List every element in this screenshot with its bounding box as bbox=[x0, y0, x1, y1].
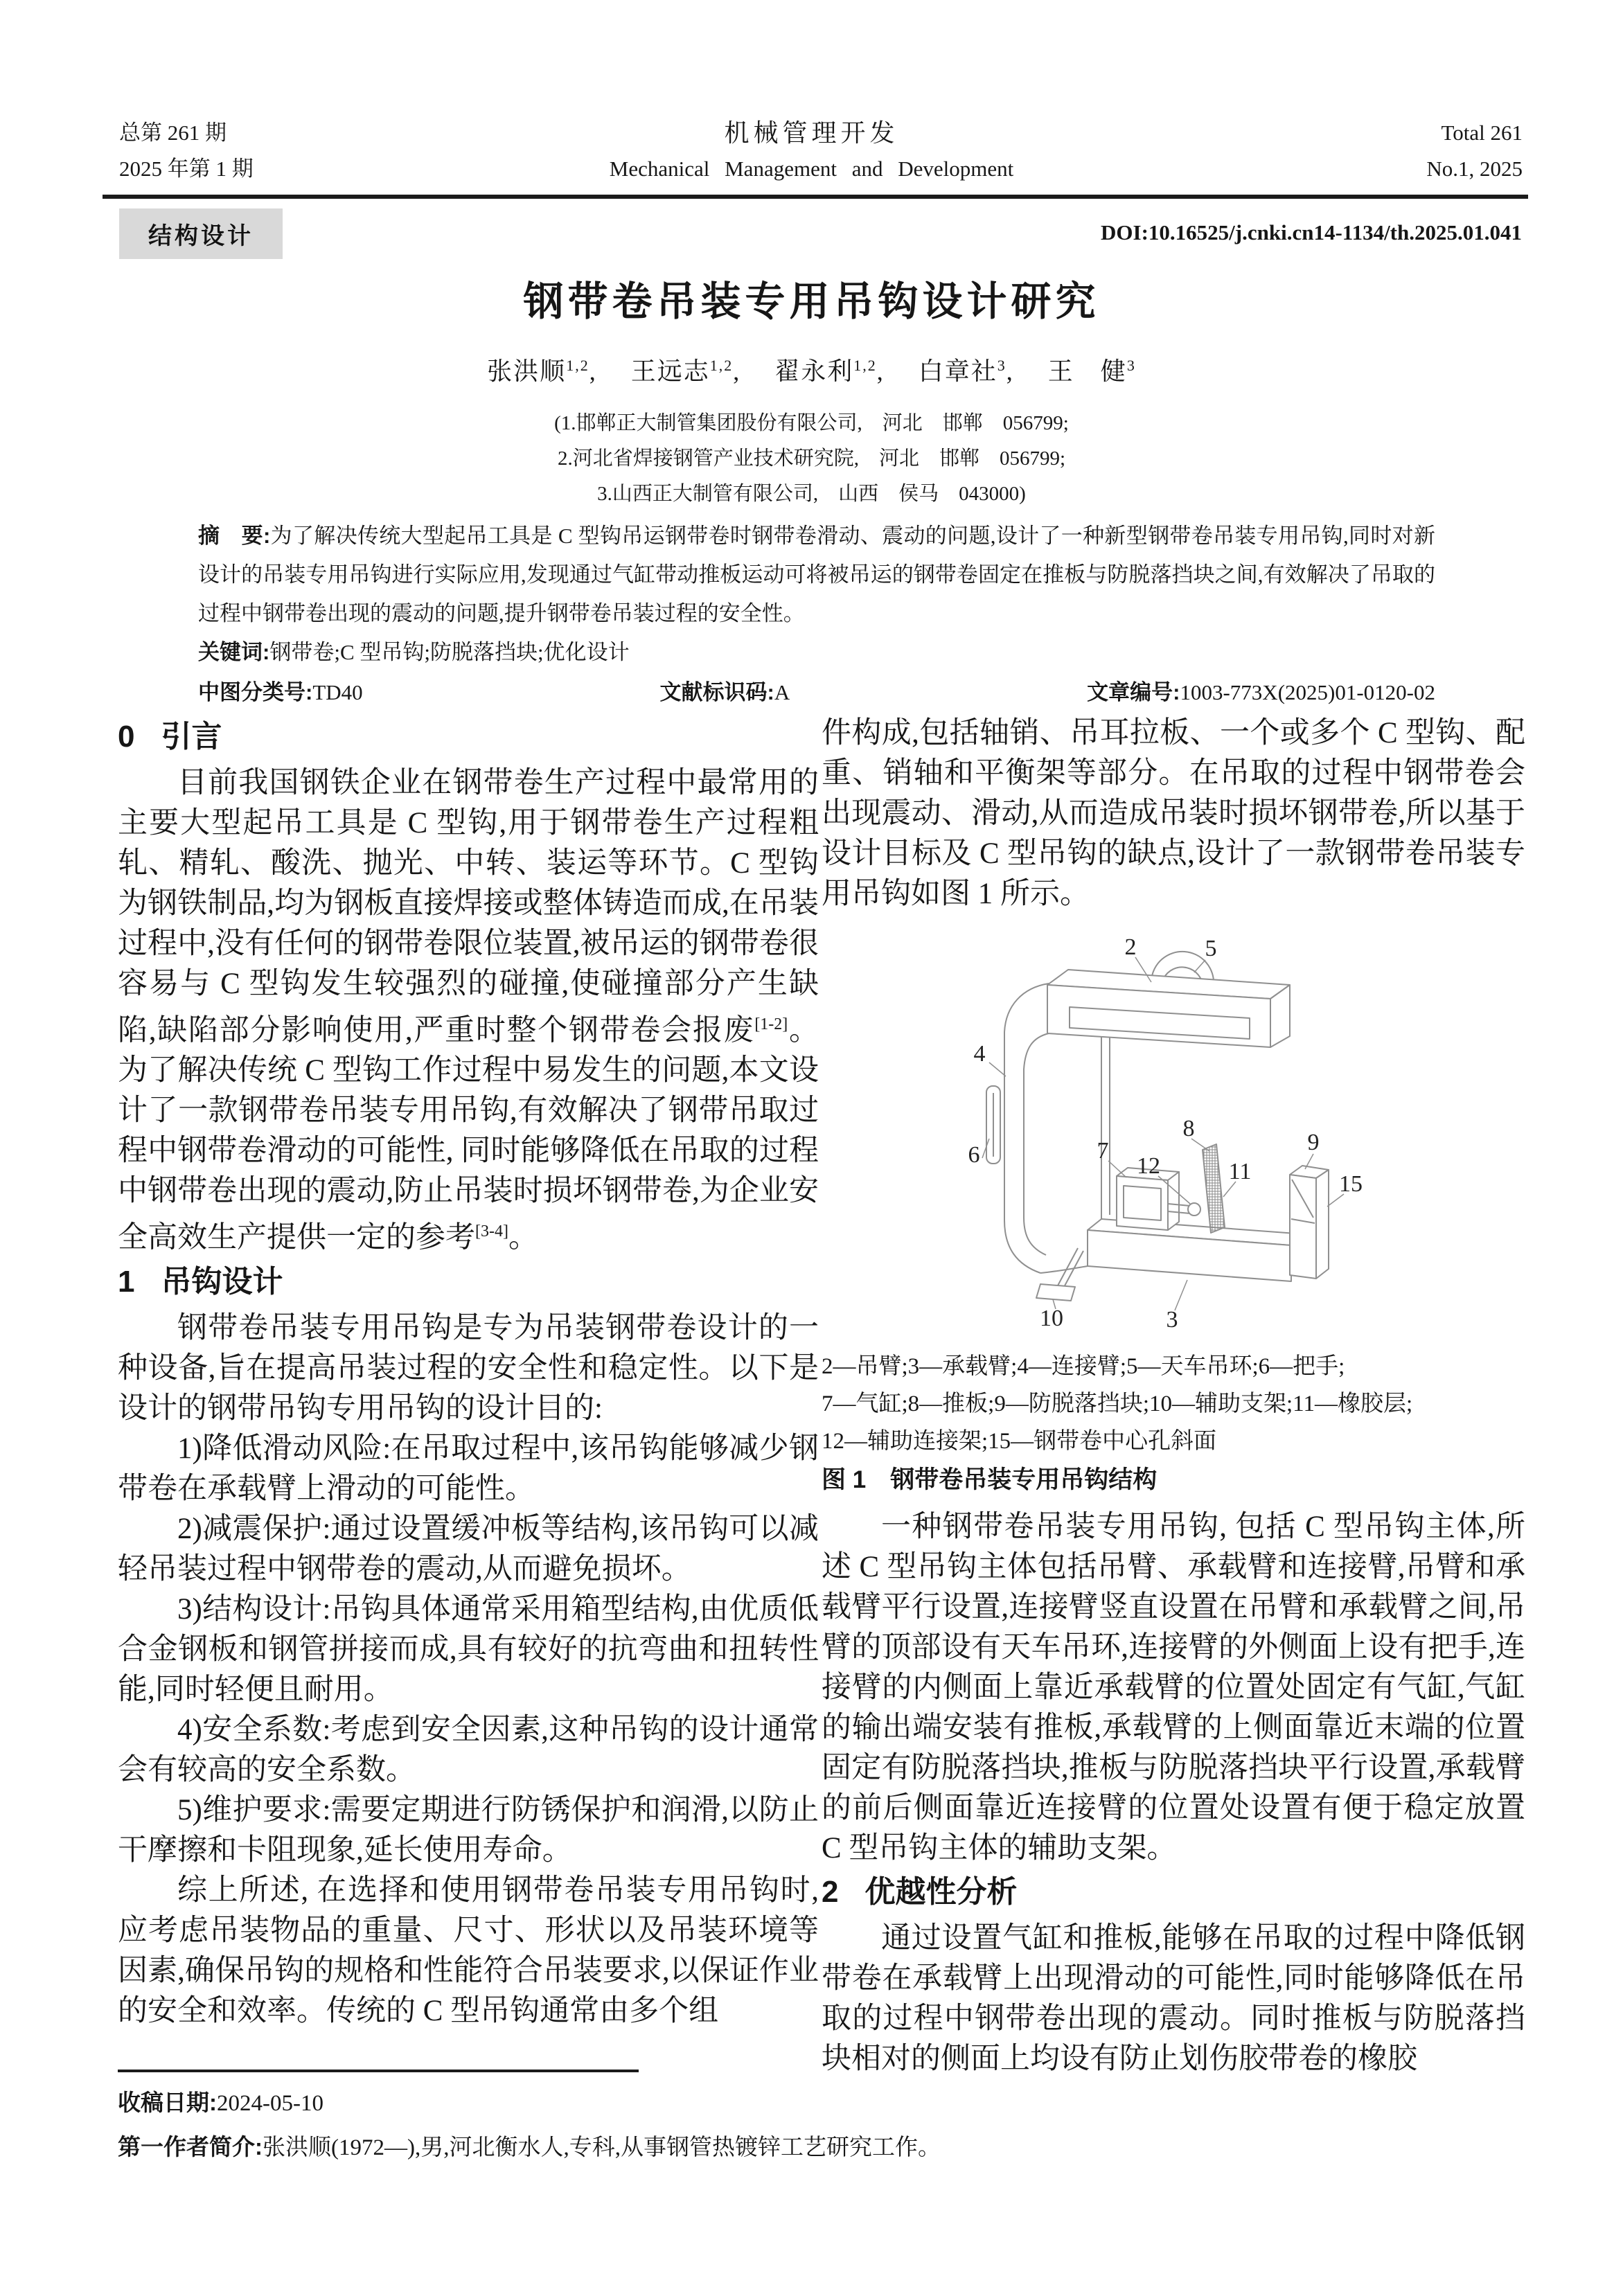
paragraph: 钢带卷吊装专用吊钩是专为吊装钢带卷设计的一种设备,旨在提高吊装过程的安全性和稳定性。以下是设计的钢带吊钩专用吊钩的设计目的: bbox=[118, 1311, 819, 1425]
first-author-bio: 第一作者简介:张洪顺(1972—),男,河北衡水人,专科,从事钢管热镀锌工艺研究工作。 bbox=[118, 2134, 941, 2160]
journal-name-en: Mechanical Management and Development bbox=[609, 157, 1014, 181]
keywords-text: 钢带卷;C 型吊钩;防脱落挡块;优化设计 bbox=[269, 640, 630, 664]
footnote-divider bbox=[118, 2070, 639, 2072]
affiliation-2: 2.河北省焊接钢管产业技术研究院, 河北 邯郸 056799; bbox=[557, 447, 1066, 470]
author: 翟永利$^{1,2}$, bbox=[774, 357, 911, 385]
document-code: 文献标识码:A bbox=[659, 680, 790, 704]
svg-text:12: 12 bbox=[1137, 1153, 1160, 1179]
journal-name bbox=[0, 115, 1623, 187]
figure-legend-line: 12—辅助连接架;15—钢带卷中心孔斜面 bbox=[822, 1429, 1217, 1454]
svg-text:8: 8 bbox=[1182, 1116, 1195, 1141]
author: 王远志$^{1,2}$, bbox=[630, 357, 768, 385]
issue-number-en: No.1, 2025 bbox=[1426, 157, 1523, 181]
header-divider bbox=[103, 195, 1528, 199]
right-column bbox=[822, 713, 1525, 2079]
issue-total-cn: 总第 261 期 bbox=[119, 121, 227, 145]
hook-structure-diagram bbox=[959, 921, 1388, 1337]
page-title: 钢带卷吊装专用吊钩设计研究 bbox=[523, 279, 1100, 324]
section-heading-2: 2 优越性分析 bbox=[822, 1875, 1018, 1909]
author: 白章社$^3$, bbox=[918, 357, 1040, 385]
svg-text:4: 4 bbox=[973, 1041, 986, 1067]
paragraph: 综上所述, 在选择和使用钢带卷吊装专用吊钩时,应考虑吊装物品的重量、尺寸、形状以及吊装环境等因素,确保吊钩的规格和性能符合吊装要求,以保证作业的安全和效率。传统的 C 型吊钩通常由多个组 bbox=[118, 1874, 819, 2027]
figure-caption: 图 1 钢带卷吊装专用吊钩结构 bbox=[822, 1466, 1158, 1493]
received-date: 收稿日期:2024-05-10 bbox=[118, 2090, 323, 2116]
affiliation-1: (1.邯郸正大制管集团股份有限公司, 河北 邯郸 056799; bbox=[554, 412, 1069, 434]
abstract-label: 摘 要: bbox=[198, 524, 271, 548]
keywords bbox=[198, 633, 1435, 672]
push-plate bbox=[1203, 1144, 1225, 1233]
svg-text:15: 15 bbox=[1339, 1171, 1363, 1197]
issue-total-en: Total 261 bbox=[1441, 121, 1523, 145]
section-heading-1: 1 吊钩设计 bbox=[118, 1264, 283, 1299]
paragraph: 3)结构设计:吊钩具体通常采用箱型结构,由优质低合金钢板和钢管拼接而成,具有较好的抗弯曲和扭转性能,同时轻便且耐用。 bbox=[118, 1592, 819, 1706]
affiliation-3: 3.山西正大制管有限公司, 山西 侯马 043000) bbox=[597, 483, 1026, 505]
hook-body bbox=[986, 952, 1329, 1301]
author: 王 健$^3$ bbox=[1047, 357, 1136, 385]
journal-name-cn: 机械管理开发 bbox=[724, 119, 899, 147]
clc-number: 中图分类号:TD40 bbox=[198, 680, 363, 704]
author-line bbox=[0, 352, 1623, 387]
figure-legend-line: 2—吊臂;3—承载臂;4—连接臂;5—天车吊环;6—把手; bbox=[822, 1354, 1345, 1379]
citation-ref: [1-2] bbox=[754, 1015, 788, 1033]
section-tag: 结构设计 bbox=[119, 208, 283, 259]
paragraph: 2)减震保护:通过设置缓冲板等结构,该吊钩可以减轻吊装过程中钢带卷的震动,从而避免损坏。 bbox=[118, 1512, 819, 1585]
paragraph-continuation: 件构成,包括轴销、吊耳拉板、一个或多个 C 型钩、配重、销轴和平衡架等部分。在吊取的过程中钢带卷会出现震动、滑动,从而造成吊装时损坏钢带卷,所以基于设计目标及 C 型吊钩的缺点,设计了一款钢带卷吊装专用吊钩如图 1 所示。 bbox=[822, 717, 1525, 910]
article-id: 文章编号:1003-773X(2025)01-0120-02 bbox=[1087, 680, 1435, 704]
svg-text:2: 2 bbox=[1124, 934, 1137, 960]
abstract-block bbox=[198, 517, 1435, 713]
header-issue-info-en bbox=[1426, 115, 1523, 187]
svg-text:7: 7 bbox=[1097, 1138, 1109, 1164]
svg-text:9: 9 bbox=[1307, 1130, 1320, 1155]
svg-text:6: 6 bbox=[968, 1142, 980, 1168]
svg-text:5: 5 bbox=[1205, 936, 1217, 961]
paragraph: 5)维护要求:需要定期进行防锈保护和润滑,以防止干摩擦和卡阻现象,延长使用寿命。 bbox=[118, 1793, 819, 1867]
affiliations bbox=[0, 406, 1623, 512]
paragraph-intro: 目前我国钢铁企业在钢带卷生产过程中最常用的主要大型起吊工具是 C 型钩,用于钢带卷生产过程粗轧、精轧、酸洗、抛光、中转、装运等环节。C 型钩为钢铁制品,均为钢板直接焊接或整体铸造而成,在吊装过程中,没有任何的钢带卷限位装置,被吊运的钢带卷很容易与 C 型钩发生较强烈的碰撞,使碰撞部分产生缺陷,缺陷部分影响使用,严重时整个钢带卷会报废[1-2]。为了解决传统 C 型钩工作过程中易发生的问题,本文设计了一款钢带卷吊装专用吊钩,有效解决了钢带吊取过程中钢带卷滑动的可能性, 同时能够降低在吊取的过程中钢带卷出现的震动,防止吊装时损坏钢带卷,为企业安全高效生产提供一定的参考[3-4]。 bbox=[118, 767, 819, 1254]
paragraph: 1)降低滑动风险:在吊取过程中,该吊钩能够减少钢带卷在承载臂上滑动的可能性。 bbox=[118, 1432, 819, 1505]
paragraph: 一种钢带卷吊装专用吊钩, 包括 C 型吊钩主体,所述 C 型吊钩主体包括吊臂、承载臂和连接臂,吊臂和承载臂平行设置,连接臂竖直设置在吊臂和承载臂之间,吊臂的顶部设有天车吊环,连接臂的外侧面上设有把手,连接臂的内侧面上靠近承载臂的位置处固定有气缸,气缸的输出端安装有推板,承载臂的上侧面靠近末端的位置固定有防脱落挡块,推板与防脱落挡块平行设置,承载臂的前后侧面靠近连接臂的位置处设置有便于稳定放置 C 型吊钩主体的辅助支架。 bbox=[822, 1511, 1525, 1865]
svg-text:11: 11 bbox=[1228, 1159, 1252, 1184]
figure-1 bbox=[959, 921, 1388, 1348]
svg-text:10: 10 bbox=[1040, 1306, 1063, 1331]
paragraph: 4)安全系数:考虑到安全因素,这种吊钩的设计通常会有较高的安全系数。 bbox=[118, 1713, 819, 1786]
left-column bbox=[118, 713, 819, 2031]
paragraph: 通过设置气缸和推板,能够在吊取的过程中降低钢带卷在承载臂上出现滑动的可能性,同时能够降低在吊取的过程中钢带卷出现的震动。同时推板与防脱落挡块相对的侧面上均设有防止划伤胶带卷的橡胶 bbox=[822, 1922, 1525, 2075]
svg-text:3: 3 bbox=[1166, 1307, 1178, 1333]
keywords-label: 关键词: bbox=[198, 640, 270, 664]
author: 张洪顺$^{1,2}$, bbox=[487, 357, 623, 385]
figure-legend-line: 7—气缸;8—推板;9—防脱落挡块;10—辅助支架;11—橡胶层; bbox=[822, 1391, 1413, 1416]
issue-number-cn: 2025 年第 1 期 bbox=[119, 157, 254, 181]
meta-row bbox=[198, 672, 1435, 713]
doi-text: DOI:10.16525/j.cnki.cn14-1134/th.2025.01.041 bbox=[1101, 220, 1522, 244]
citation-ref: [3-4] bbox=[475, 1222, 508, 1241]
section-heading-0: 0 引言 bbox=[118, 720, 222, 754]
abstract bbox=[198, 517, 1435, 633]
abstract-text: 为了解决传统大型起吊工具是 C 型钩吊运钢带卷时钢带卷滑动、震动的问题,设计了一种新型钢带卷吊装专用吊钩,同时对新设计的吊装专用吊钩进行实际应用,发现通过气缸带动推板运动可将被吊运的钢带卷固定在推板与防脱落挡块之间,有效解决了吊取的过程中钢带卷出现的震动的问题,提升钢带卷吊装过程的安全性。 bbox=[198, 524, 1436, 625]
